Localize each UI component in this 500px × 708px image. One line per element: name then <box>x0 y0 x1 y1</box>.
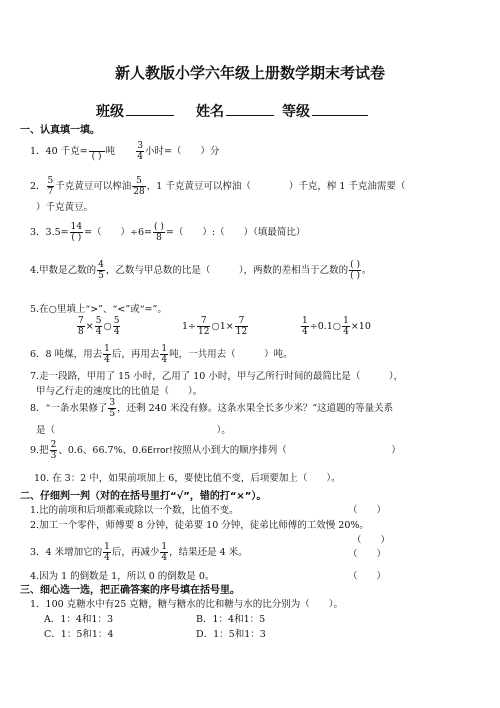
judge-3-answer[interactable]: （ ） <box>348 549 387 560</box>
judge-2: 2.加工一个零件，师傅要 8 分钟，徒弟要 10 分钟，徒弟比师傅的工效慢 20%。 <box>30 520 369 531</box>
option-d[interactable]: D．1：5和1：3 <box>196 629 266 640</box>
question-3: 3．3.5= $\frac{14}{( )}$ =（ ）÷6= $\frac{( )}{8}$ =（ ）:（ ）（填最简比） <box>30 222 306 243</box>
question-5-expr-3: $\frac{1}{4}$ ÷0.1○ $\frac{1}{4}$ ×10 <box>302 316 371 337</box>
name-label: 姓名 <box>196 104 224 120</box>
judge-2-answer[interactable]: （ ） <box>352 535 391 546</box>
name-field <box>196 101 274 121</box>
section-1-heading: 一、认真填一填。 <box>20 125 100 136</box>
fraction: $\frac{3}{4}$ <box>137 141 143 162</box>
question-10: 10. 在 3：2 中，如果前项加上 6，要使比值不变，后项要加上（ ）。 <box>34 473 341 484</box>
question-7: 7.走一段路，甲用了 15 小时，乙用了 10 小时，甲与乙所行时间的最简比是（ ）， <box>30 371 404 382</box>
grade-blank[interactable] <box>312 103 368 116</box>
judge-4: 4.因为 1 的倒数是 1，所以 0 的倒数是 0。 <box>30 571 215 582</box>
question-5-expr-2: 1÷ $\frac{7}{12}$ ○1× $\frac{7}{12}$ <box>182 316 248 337</box>
error-text: Error! <box>147 446 173 456</box>
name-blank[interactable] <box>226 103 274 116</box>
question-4: 4.甲数是乙数的 $\frac{4}{5}$ ，乙数与甲总数的比是（ ），两数的差相当于乙数的 $\frac{( )}{( )}$ 。 <box>30 260 372 281</box>
question-5-title: 5.在○里填上“>”、“<”或“=”。 <box>30 304 167 315</box>
page-title: 新人教版小学六年级上册数学期末考试卷 <box>114 64 385 82</box>
question-6: 6．8 吨煤，用去 $\frac{1}{4}$ 后，再用去 $\frac{1}{4}$ 吨，一共用去（ ）吨。 <box>30 344 293 365</box>
judge-1-answer[interactable]: （ ） <box>348 505 387 516</box>
option-b[interactable]: B．1：4和1：5 <box>196 614 266 625</box>
class-blank[interactable] <box>126 103 174 116</box>
judge-1: 1.比的前项和后项都乘或除以一个数，比值不变。 <box>30 505 239 516</box>
question-2-line-2: ）千克黄豆。 <box>36 202 94 213</box>
option-a[interactable]: A．1：4和1：3 <box>44 614 114 625</box>
question-7-line-2: 甲与乙行走的速度比的比值是（ ）。 <box>36 386 203 397</box>
grade-field <box>282 101 368 121</box>
question-1: 1．40 千克= ( ) 吨 $\frac{3}{4}$ 小时=（ ）分 <box>30 141 220 162</box>
question-8: 8．“一条水果修了 $\frac{3}{5}$ ，还剩 240 米没有修。这条水果全长多少米？”这道题的等量关系 <box>30 398 394 419</box>
option-c[interactable]: C．1：5和1：4 <box>44 629 114 640</box>
question-2: 2． $\frac{5}{7}$ 千克黄豆可以榨油 $\frac{5}{28}$ ，1 千克黄豆可以榨油（ ）千克，榨 1 千克油需要（ <box>30 176 406 197</box>
section-2-heading: 二、仔细判一判（对的在括号里打“√”，错的打“×”）。 <box>20 491 267 502</box>
class-field <box>96 101 174 121</box>
question-5-expr-1: $\frac{7}{8}$ × $\frac{5}{4}$ ○ $\frac{5}{4}$ <box>78 316 120 337</box>
question-8-line-2: 是（ ）。 <box>36 425 231 436</box>
question-9: 9.把 $\frac{2}{3}$ 、0.6、66.7%、0.6Error!按照从小到大的顺序排列（ ） <box>30 440 401 461</box>
section-3-heading: 三、细心选一选，把正确答案的序号填在括号里。 <box>20 585 240 596</box>
class-label: 班级 <box>96 104 124 120</box>
choice-1: 1．100 克糖水中有25 克糖，糖与糖水的比和糖与水的比分别为（ ）。 <box>30 599 344 610</box>
grade-label: 等级 <box>282 104 310 120</box>
judge-4-answer[interactable]: （ ） <box>348 571 387 582</box>
blank-fraction[interactable]: ( ) <box>89 141 105 162</box>
judge-3: 3．4 米增加它的 $\frac{1}{4}$ 后，再减少 $\frac{1}{4}$ ，结果还是 4 米。 <box>30 542 248 563</box>
